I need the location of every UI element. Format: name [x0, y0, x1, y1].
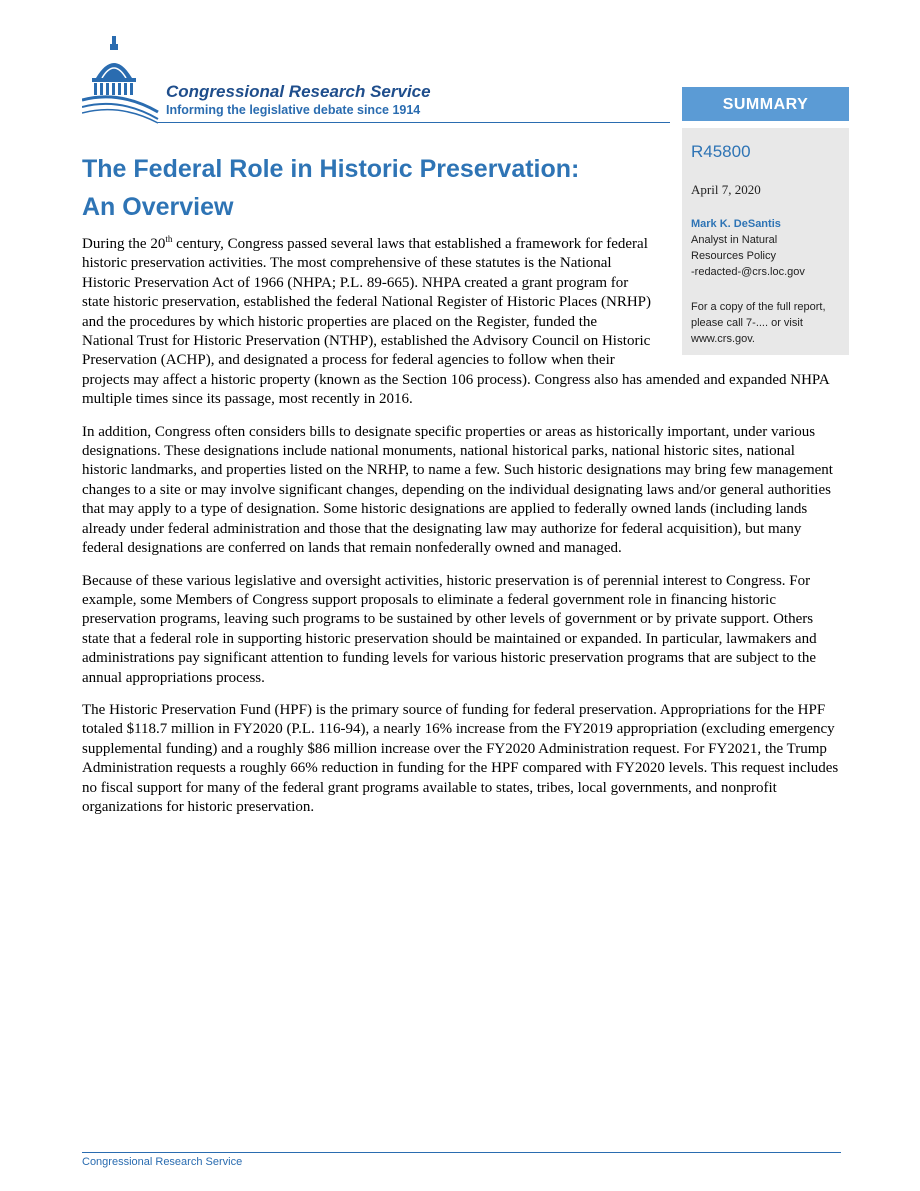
author-title-line-2: Resources Policy: [691, 250, 776, 262]
report-number: R45800: [691, 142, 751, 161]
paragraph-2: In addition, Congress often considers bills to designate specific properties or areas as historically important, under various designations. These designations include national monuments, national historical parks, national historic sites, national historic landmarks, and properties listed on the NRHP, to name a few. Such historic designations may bring few management changes to a site or may involve significant changes, depending on the individual designating laws and/or general authorities that may apply to a type of designation. Some historic designations are applied to federally owned lands (including lands already under federal administration and those that the designating law may authorize for federal acquisition), but many federal designations are conferred on lands that remain nonfederally owned and managed.: [82, 423, 833, 557]
report-title: [82, 150, 642, 226]
report-date: April 7, 2020: [691, 182, 761, 197]
capitol-dome-icon: [82, 34, 162, 124]
summary-body: [82, 230, 842, 830]
sidebar-wrap-spacer: [652, 230, 842, 354]
paragraph-3: Because of these various legislative and oversight activities, historic preservation is of perennial interest to Congress. For example, some Members of Congress support proposals to eliminate a federal government role in financing historic preservation programs, leaving such programs to be sustained by other levels of government or by private support. Others state that a federal role in supporting historic preservation should be maintained or expanded. In particular, lawmakers and administrations pay significant attention to funding levels for various historic preservation programs that are subject to the annual appropriations process.: [82, 572, 817, 686]
title-line-1: The Federal Role in Historic Preservation:: [82, 155, 580, 183]
ordinal-superscript: th: [165, 234, 173, 244]
org-tagline: Informing the legislative debate since 1914: [166, 103, 421, 117]
summary-heading: SUMMARY: [682, 87, 849, 121]
org-name: Congressional Research Service: [166, 82, 431, 101]
paragraph-1-start: During the 20: [82, 236, 166, 252]
paragraph-4: The Historic Preservation Fund (HPF) is the primary source of funding for federal preservation. Appropriations for the HPF totaled $118.7 million in FY2020 (P.L. 116-94), a nearly 16% increase from the FY2019 appropriation (excluding emergency supplemental funding) and a roughly $86 million increase over the FY2020 Administration request. For FY2021, the Trump Administration requests a roughly 66% reduction in funding for the HPF compared with FY2020 levels. This request includes no fiscal support for many of the federal grant programs available to states, tribes, local governments, and nonprofit organizations for historic preservation.: [82, 701, 839, 815]
footer-divider: [82, 1152, 841, 1153]
copy-note-link[interactable]: www.crs.gov.: [691, 333, 755, 345]
copy-note-line-2: please call 7-.... or visit: [691, 317, 803, 329]
author-title-line-1: Analyst in Natural: [691, 234, 778, 246]
footer-label: Congressional Research Service: [82, 1156, 243, 1168]
header-divider: [158, 122, 670, 123]
author-email[interactable]: -redacted-@crs.loc.gov: [691, 266, 805, 278]
title-line-2: An Overview: [82, 193, 234, 221]
crs-logo: [82, 34, 482, 124]
author-name: Mark K. DeSantis: [691, 218, 781, 230]
copy-note-line-1: For a copy of the full report,: [691, 301, 826, 313]
paragraph-1-rest: century, Congress passed several laws that established a framework for federal historic preservation activities. The most comprehensive of these statutes is the National Historic Preservation Act of 1966 (NHPA; P.L. 89-665). NHPA created a grant program for state historic preservation, established the federal National Register of Historic Places (NRHP) and the procedures by which historic properties are placed on the Register, funded the National Trust for Historic Preservation (NTHP), established the Advisory Council on Historic Preservation (ACHP), and designated a process for federal agencies to follow when their projects may affect a historic property (known as the Section 106 process). Congress also has amended and expanded NHPA multiple times since its passage, most recently in 2016.: [82, 236, 829, 408]
